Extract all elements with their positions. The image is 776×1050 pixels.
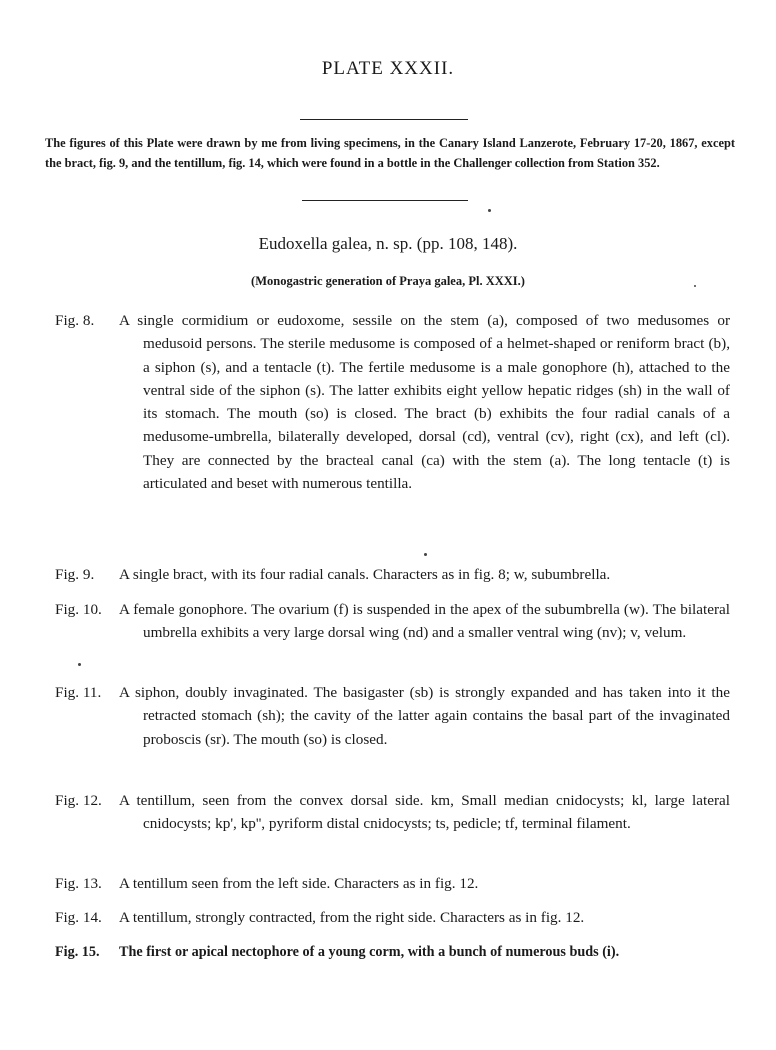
figure-caption: A single bract, with its four radial canals. Characters as in fig. 8; w, subumbrella. — [119, 566, 611, 583]
figure-entry-12 — [55, 789, 730, 836]
figure-label: Fig. 15. — [55, 944, 100, 960]
figure-caption: A siphon, doubly invaginated. The basigaster (sb) is strongly expanded and has taken into it the retracted stomach (sh); the cavity of the latter again contains the basal part of the invaginated proboscis (sr). The mouth (so) is closed. — [119, 684, 730, 748]
print-speck — [694, 285, 696, 287]
figure-entry-13 — [55, 872, 730, 895]
figure-caption: A tentillum, seen from the convex dorsal side. km, Small median cnidocysts; kl, large lateral cnidocysts; kp', kp'', pyriform distal cnidocysts; ts, pedicle; tf, terminal filament. — [119, 792, 730, 833]
print-speck — [78, 663, 81, 666]
figure-caption: A tentillum seen from the left side. Characters as in fig. 12. — [119, 875, 479, 892]
figure-entry-8 — [55, 309, 730, 495]
figure-label: Fig. 10. — [55, 601, 102, 618]
figure-entry-10 — [55, 598, 730, 645]
figure-label: Fig. 9. — [55, 566, 95, 583]
figure-caption: A single cormidium or eudoxome, sessile on the stem (a), composed of two medusomes or medusoid persons. The sterile medusome is composed of a helmet-shaped or reniform bract (b), a siphon (s), and a tentacle (t). The fertile medusome is a male gonophore (h), attached to the ventral side of the siphon (s). The latter exhibits eight yellow hepatic ridges (sh) in the wall of its stomach. The mouth (so) is closed. The bract (b) exhibits the four radial canals of a medusome-umbrella, bilaterally developed, dorsal (cd), ventral (cv), right (cx), and left (cl). They are connected by the bracteal canal (ca) with the stem (a). The long tentacle (t) is articulated and beset with numerous tentilla. — [119, 312, 730, 493]
figure-label: Fig. 11. — [55, 684, 102, 701]
figure-entry-15 — [55, 941, 730, 964]
figure-caption: The first or apical nectophore of a young corm, with a bunch of numerous buds (i). — [119, 944, 620, 960]
figure-label: Fig. 12. — [55, 792, 102, 809]
title-rule — [300, 119, 468, 120]
figure-label: Fig. 8. — [55, 312, 95, 329]
figure-label: Fig. 14. — [55, 909, 102, 926]
print-speck — [424, 553, 427, 556]
species-subheading: (Monogastric generation of Praya galea, Pl. XXXI.) — [251, 274, 525, 288]
figure-caption: A female gonophore. The ovarium (f) is suspended in the apex of the subumbrella (w). The bilateral umbrella exhibits a very large dorsal wing (nd) and a smaller ventral wing (nv); v, velum. — [119, 601, 730, 642]
figure-caption: A tentillum, strongly contracted, from the right side. Characters as in fig. 12. — [119, 909, 585, 926]
figure-entry-9 — [55, 563, 730, 586]
plate-intro: The figures of this Plate were drawn by me from living specimens, in the Canary Island Lanzerote, February 17-20, 1867, except the bract, fig. 9, and the tentillum, fig. 14, which were found in a bottle in the Challenger collection from Station 352. — [45, 136, 735, 170]
intro-rule — [302, 200, 468, 201]
species-heading: Eudoxella galea, n. sp. (pp. 108, 148). — [258, 234, 518, 253]
figure-entry-14 — [55, 906, 730, 929]
figure-label: Fig. 13. — [55, 875, 102, 892]
plate-title: PLATE XXXII. — [321, 58, 455, 79]
print-speck — [488, 209, 491, 212]
figure-entry-11 — [55, 681, 730, 751]
